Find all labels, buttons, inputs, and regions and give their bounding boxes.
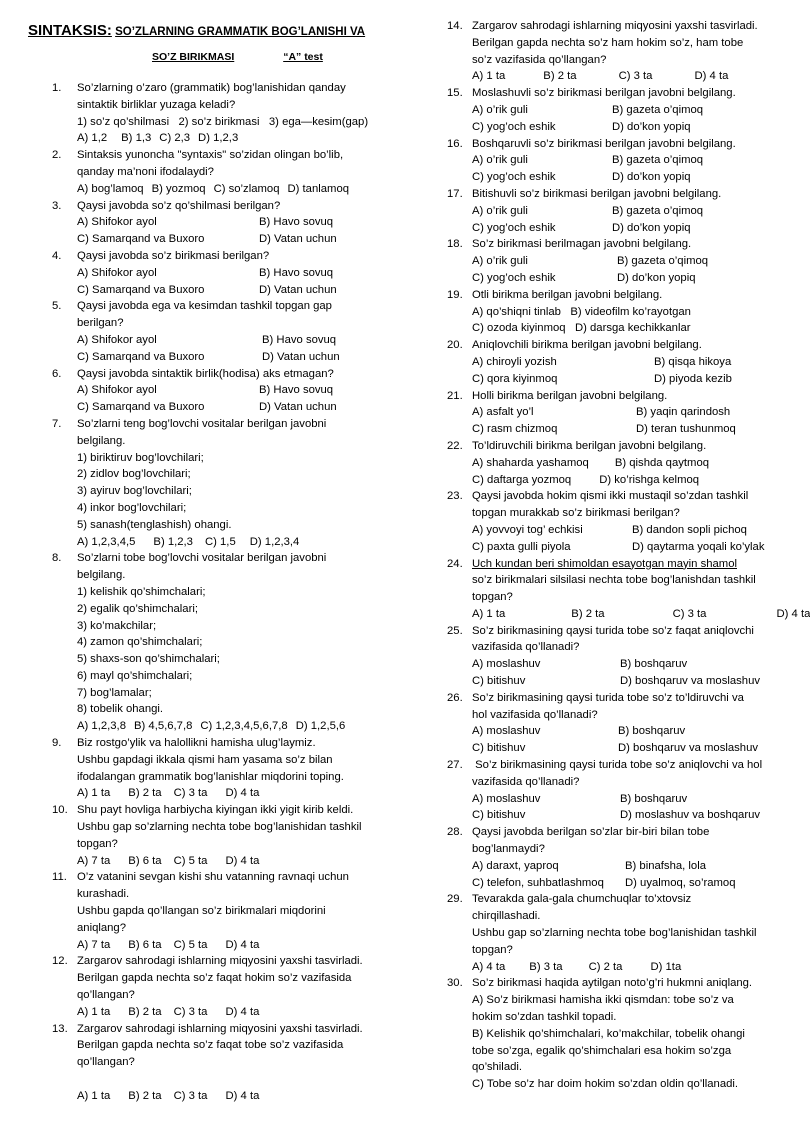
question-5 xyxy=(52,298,390,365)
question-number: 17. xyxy=(447,187,463,200)
answer-option[interactable]: D) piyoda kezib xyxy=(654,372,732,385)
answer-option[interactable]: D) Vatan uchun xyxy=(259,401,337,414)
question-number: 19. xyxy=(447,288,463,301)
answer-options-grid xyxy=(472,656,785,690)
answer-option[interactable]: A) Shifokor ayol xyxy=(77,266,157,279)
answer-option[interactable]: D) uyalmoq, so’ramoq xyxy=(625,876,736,889)
question-text-line: qo’shiladi. xyxy=(472,1061,523,1074)
answer-option[interactable]: D) 4 ta xyxy=(225,854,260,867)
answer-option[interactable]: A) Shifokor ayol xyxy=(77,216,157,229)
answer-options xyxy=(77,1004,390,1021)
question-text-line: Qaysi javobda so’z qo’shilmasi berilgan? xyxy=(77,199,281,212)
question-text-line: 1) biriktiruv bog’lovchilari; xyxy=(77,451,204,464)
answer-option[interactable]: B) Havo sovuq xyxy=(259,266,334,279)
question-14 xyxy=(447,18,785,85)
question-number: 27. xyxy=(447,759,463,772)
answer-option[interactable]: D) 1,2,3,4 xyxy=(249,535,300,548)
question-8 xyxy=(52,550,390,735)
question-text-line: 4) inkor bog’lovchilari; xyxy=(77,501,187,514)
question-text-line: Tevarakda gala-gala chumchuqlar to’xtovsiz xyxy=(472,893,692,906)
question-text-line xyxy=(77,1071,390,1088)
question-number: 7. xyxy=(52,417,62,430)
answer-option[interactable]: C) 5 ta xyxy=(173,938,208,951)
question-10 xyxy=(52,802,390,869)
question-text-line: A) So’z birikmasi hamisha ikki qismdan: tobe so’z va xyxy=(472,994,734,1007)
answer-option[interactable]: D) tanlamoq xyxy=(287,182,350,195)
answer-options xyxy=(77,1088,390,1105)
answer-option[interactable]: C) Samarqand va Buxoro xyxy=(77,401,205,414)
question-text-line: Zargarov sahrodagi ishlarning miqyosini yaxshi tasvirladi. xyxy=(77,955,363,968)
answer-option[interactable]: D) teran tushunmoq xyxy=(636,423,736,436)
question-text-line: Qaysi javobda berilgan so’zlar bir-biri bilan tobe xyxy=(472,826,710,839)
question-number: 29. xyxy=(447,893,463,906)
answer-option[interactable]: A) 1,2,3,8 xyxy=(77,720,126,733)
question-number: 25. xyxy=(447,624,463,637)
question-7 xyxy=(52,416,390,550)
answer-options xyxy=(77,534,390,551)
answer-option[interactable]: A) chiroyli yozish xyxy=(472,355,557,368)
right-column xyxy=(447,18,810,1093)
answer-option[interactable]: D) Vatan uchun xyxy=(259,233,337,246)
answer-option[interactable]: B) boshqaruv xyxy=(620,658,688,671)
answer-option[interactable]: A) moslashuv xyxy=(472,658,541,671)
question-text-line: 5) sanash(tenglashish) ohangi. xyxy=(77,518,232,531)
answer-option[interactable]: B) binafsha, lola xyxy=(625,859,707,872)
question-text-line: 6) mayl qo’shimchalari; xyxy=(77,669,193,682)
answer-options-grid xyxy=(472,102,785,136)
answer-options xyxy=(472,959,785,976)
question-number: 18. xyxy=(447,238,463,251)
question-25 xyxy=(447,623,785,690)
answer-option[interactable]: C) 3 ta xyxy=(173,1005,208,1018)
question-text-line: Qaysi javobda so’z birikmasi berilgan? xyxy=(77,249,270,262)
question-text-line: so’z birikmalari silsilasi nechta tobe bog’lanishdan tashkil xyxy=(472,574,756,587)
question-text-line: vazifasida qo’llanadi? xyxy=(472,775,580,788)
question-15 xyxy=(447,85,785,135)
question-text-line: 2) zidlov bog’lovchilari; xyxy=(77,468,191,481)
question-11 xyxy=(52,869,390,953)
question-text-line: So’z birikmasi haqida aytilgan noto’g’ri hukmni aniqlang. xyxy=(472,977,753,990)
answer-option[interactable]: A) 7 ta xyxy=(77,938,111,951)
question-30 xyxy=(447,975,785,1093)
question-text-line: Aniqlovchili birikma berilgan javobni belgilang. xyxy=(472,339,702,352)
question-2 xyxy=(52,147,390,197)
question-20 xyxy=(447,337,785,387)
answer-option[interactable]: D) 1,2,3 xyxy=(198,132,239,145)
question-text-line: hol vazifasida qo’llanadi? xyxy=(472,708,598,721)
answer-option[interactable]: D) Vatan uchun xyxy=(262,350,340,363)
question-number: 11. xyxy=(52,871,67,884)
question-text-line: So’z birikmasining qaysi turida tobe so’z aniqlovchi va hol xyxy=(472,759,763,772)
answer-option[interactable]: B) 1,2,3 xyxy=(153,535,193,548)
answer-options-grid xyxy=(472,354,785,388)
question-text-line: So’z birikmasining qaysi turida tobe so’z faqat aniqlovchi xyxy=(472,624,754,637)
answer-option[interactable]: D) qaytarma yoqali ko’ylak xyxy=(632,540,765,553)
question-6 xyxy=(52,366,390,416)
question-18 xyxy=(447,236,785,286)
question-26 xyxy=(447,690,785,757)
answer-options-grid xyxy=(77,382,390,416)
answer-option[interactable]: B) Havo sovuq xyxy=(259,384,334,397)
question-text-line: Qaysi javobda hokim qismi ikki mustaqil so’zdan tashkil xyxy=(472,490,749,503)
question-text-line: Moslashuvli so’z birikmasi berilgan javobni belgilang. xyxy=(472,87,736,100)
answer-option[interactable]: A) yovvoyi tog’ echkisi xyxy=(472,523,583,536)
question-text-line: topgan? xyxy=(77,837,118,850)
answer-option[interactable]: C) paxta gulli piyola xyxy=(472,540,571,553)
question-number: 26. xyxy=(447,691,463,704)
question-number: 10. xyxy=(52,804,68,817)
answer-option[interactable]: D) Vatan uchun xyxy=(259,283,337,296)
answer-option[interactable]: C) yog’och eshik xyxy=(472,120,556,133)
answer-option[interactable]: B) 3 ta xyxy=(529,960,563,973)
question-3 xyxy=(52,198,390,248)
question-text-line: aniqlang? xyxy=(77,921,126,934)
answer-options-grid xyxy=(472,522,785,556)
answer-option[interactable]: D) do’kon yopiq xyxy=(612,171,691,184)
question-number: 30. xyxy=(447,977,463,990)
document-header xyxy=(28,22,408,63)
answer-option[interactable]: B) 2 ta xyxy=(543,70,577,83)
answer-option[interactable]: C) 1,5 xyxy=(204,535,236,548)
question-text-line: Otli birikma berilgan javobni belgilang. xyxy=(472,288,663,301)
question-text-line: Ushbu gapdagi ikkala qismi ham yasama so’z bilan xyxy=(77,753,333,766)
answer-option[interactable]: C) Samarqand va Buxoro xyxy=(77,233,205,246)
question-16 xyxy=(447,136,785,186)
question-text-line: 1) kelishik qo’shimchalari; xyxy=(77,585,206,598)
answer-option[interactable]: C) yog’och eshik xyxy=(472,171,556,184)
question-text-line: Zargarov sahrodagi ishlarning miqyosini yaxshi tasvirladi. xyxy=(77,1022,363,1035)
question-number: 28. xyxy=(447,826,463,839)
answer-options xyxy=(77,181,390,198)
question-text-line: Ushbu gapda qo’llangan so’z birikmalari miqdorini xyxy=(77,905,326,918)
answer-option[interactable]: D) 1,2,5,6 xyxy=(295,720,346,733)
document-title xyxy=(28,22,408,39)
question-text-line: sintaktik birliklar yuzaga keladi? xyxy=(77,98,236,111)
answer-option[interactable]: A) Shifokor ayol xyxy=(77,384,157,397)
answer-option[interactable]: C) 1,2,3,4,5,6,7,8 xyxy=(200,720,288,733)
question-text-line: Sintaksis yunoncha "syntaxis" so’zidan olingan bo’lib, xyxy=(77,149,344,162)
answer-option[interactable]: A) 1 ta xyxy=(77,787,111,800)
question-9 xyxy=(52,735,390,802)
question-text-line: Ushbu gap so’zlarning nechta tobe bog’lanishidan tashkil xyxy=(77,821,362,834)
answer-option[interactable]: B) gazeta o’qimoq xyxy=(617,255,709,268)
question-number: 23. xyxy=(447,490,463,503)
answer-option[interactable]: C) telefon, suhbatlashmoq xyxy=(472,876,604,889)
answer-option[interactable]: A) o’rik guli xyxy=(472,103,528,116)
question-text-line: So’z birikmasining qaysi turida tobe so’z to’ldiruvchi va xyxy=(472,691,744,704)
question-number: 8. xyxy=(52,552,62,565)
answer-option[interactable]: C) 3 ta xyxy=(672,607,707,620)
answer-options xyxy=(77,937,390,954)
question-29 xyxy=(447,891,785,975)
answer-option[interactable]: B) gazeta o’qimoq xyxy=(612,154,704,167)
question-number: 12. xyxy=(52,955,68,968)
question-text-line: Holli birikma berilgan javobni belgilang. xyxy=(472,389,668,402)
document-subtitle xyxy=(28,51,408,63)
question-text-line: tobe so’zga, egalik qo’shimchalari esa hokim so’zga xyxy=(472,1044,732,1057)
question-text-line: Biz rostgo’ylik va halollikni hamisha ulug’laymiz. xyxy=(77,737,316,750)
question-text-line: kurashadi. xyxy=(77,888,130,901)
answer-option[interactable]: C) 3 ta xyxy=(173,787,208,800)
answer-option[interactable]: B) dandon sopli pichoq xyxy=(632,523,747,536)
answer-option[interactable]: D) 4 ta xyxy=(225,1005,260,1018)
question-text-line: hokim so’zdan tashkil topadi. xyxy=(472,1011,617,1024)
question-13 xyxy=(52,1021,390,1105)
answer-options xyxy=(472,68,785,85)
answer-options xyxy=(77,130,390,147)
question-text-line: qo’llangan? xyxy=(77,1056,135,1069)
answer-option[interactable]: A) o’rik guli xyxy=(472,204,528,217)
answer-option[interactable]: B) Havo sovuq xyxy=(259,216,334,229)
answer-option[interactable]: B) yozmoq xyxy=(151,182,206,195)
question-12 xyxy=(52,953,390,1020)
question-number: 13. xyxy=(52,1022,68,1035)
question-text-line: topgan? xyxy=(472,943,513,956)
question-text-line: B) Kelishik qo’shimchalari, ko’makchilar, tobelik ohangi xyxy=(472,1027,745,1040)
answer-option[interactable]: B) qisqa hikoya xyxy=(654,355,732,368)
question-number: 15. xyxy=(447,87,463,100)
question-text-line: C) Tobe so’z har doim hokim so’zdan oldin qo’llanadi. xyxy=(472,1078,739,1091)
answer-options-grid xyxy=(472,152,785,186)
answer-option[interactable]: A) moslashuv xyxy=(472,725,541,738)
question-text-line: topgan murakkab so’z birikmasi berilgan? xyxy=(472,507,680,520)
answer-options xyxy=(472,455,785,472)
question-text-line: Zargarov sahrodagi ishlarning miqyosini yaxshi tasvirladi. xyxy=(472,20,758,32)
question-number: 9. xyxy=(52,737,62,750)
answer-option[interactable]: D) 4 ta xyxy=(694,70,729,83)
subtitle-left: SO’Z BIRIKMASI xyxy=(152,51,235,63)
answer-option[interactable]: A) 4 ta xyxy=(472,960,506,973)
answer-options-grid xyxy=(472,858,785,892)
question-text-line: A) qo’shiqni tinlab B) videofilm ko’rayotgan xyxy=(472,305,691,318)
answer-options xyxy=(472,606,810,623)
question-text-line: Shu payt hovliga harbiycha kiyingan ikki yigit kirib keldi. xyxy=(77,804,354,817)
answer-options-grid xyxy=(77,265,390,299)
answer-options-grid xyxy=(77,332,390,366)
answer-option[interactable]: B) 2 ta xyxy=(128,1089,162,1102)
answer-option[interactable]: B) 2 ta xyxy=(571,607,605,620)
answer-option[interactable]: A) 1,2 xyxy=(77,132,108,145)
question-text-line: bog’lanmaydi? xyxy=(472,843,545,856)
question-number: 3. xyxy=(52,199,62,212)
subtitle-right: “A” test xyxy=(283,51,323,63)
answer-option[interactable]: C) 3 ta xyxy=(173,1089,208,1102)
answer-option[interactable]: B) gazeta o’qimoq xyxy=(612,103,704,116)
answer-option[interactable]: A) 1 ta xyxy=(77,1089,111,1102)
question-text-line: C) ozoda kiyinmoq D) darsga kechikkanlar xyxy=(472,322,691,335)
question-text-line: ifodalangan grammatik bog’lanishlar miqdorini toping. xyxy=(77,770,344,783)
answer-option[interactable]: A) 7 ta xyxy=(77,854,111,867)
answer-option[interactable]: B) 2 ta xyxy=(128,787,162,800)
answer-option[interactable]: C) so’zlamoq xyxy=(213,182,280,195)
answer-option[interactable]: A) 1,2,3,4,5 xyxy=(77,535,136,548)
question-text-line: 8) tobelik ohangi. xyxy=(77,703,164,716)
answer-option[interactable]: D) do’kon yopiq xyxy=(617,271,696,284)
question-number: 20. xyxy=(447,339,463,352)
answer-option[interactable]: C) yog’och eshik xyxy=(472,221,556,234)
question-28 xyxy=(447,824,785,891)
question-text-line: berilgan? xyxy=(77,317,124,330)
question-text-line: Qaysi javobda sintaktik birlik(hodisa) aks etmagan? xyxy=(77,367,334,380)
question-text-line: qanday ma’noni ifodalaydi? xyxy=(77,165,214,178)
answer-option[interactable]: B) gazeta o’qimoq xyxy=(612,204,704,217)
answer-option[interactable]: A) o’rik guli xyxy=(472,154,528,167)
question-text-line: topgan? xyxy=(472,591,513,604)
answer-option[interactable]: A) o’rik guli xyxy=(472,255,528,268)
question-text-line: Bitishuvli so’z birikmasi berilgan javobni belgilang. xyxy=(472,187,722,200)
question-text-line: belgilang. xyxy=(77,434,126,447)
question-1 xyxy=(52,80,390,147)
answer-option[interactable]: B) boshqaruv xyxy=(618,725,686,738)
answer-option[interactable]: A) 1 ta xyxy=(472,607,506,620)
question-text-line: So’z birikmasi berilmagan javobni belgilang. xyxy=(472,238,692,251)
answer-option[interactable]: B) 2 ta xyxy=(128,1005,162,1018)
answer-options-grid xyxy=(77,214,390,248)
answer-option[interactable]: A) daraxt, yaproq xyxy=(472,859,559,872)
answer-option[interactable]: B) 6 ta xyxy=(128,938,162,951)
answer-option[interactable]: C) rasm chizmoq xyxy=(472,423,558,436)
answer-option[interactable]: D) boshqaruv va moslashuv xyxy=(618,742,759,755)
answer-option[interactable]: C) bitishuv xyxy=(472,675,526,688)
answer-option[interactable]: B) 4,5,6,7,8 xyxy=(133,720,193,733)
answer-option[interactable]: B) Havo sovuq xyxy=(262,333,337,346)
question-27 xyxy=(447,757,785,824)
question-text-line: O’z vatanini sevgan kishi shu vatanning ravnaqi uchun xyxy=(77,871,349,884)
question-text-line: Boshqaruvli so’z birikmasi berilgan javobni belgilang. xyxy=(472,137,736,150)
question-number: 16. xyxy=(447,137,463,150)
question-17 xyxy=(447,186,785,236)
answer-option[interactable]: A) bog’lamoq xyxy=(77,182,144,195)
answer-option[interactable]: D) 4 ta xyxy=(225,787,260,800)
answer-option[interactable]: C) daftarga yozmoq xyxy=(472,473,572,486)
question-number: 22. xyxy=(447,439,463,452)
answer-option[interactable]: A) 1 ta xyxy=(77,1005,111,1018)
answer-option[interactable]: D) moslashuv va boshqaruv xyxy=(620,809,761,822)
question-text-line: So’zlarni tobe bog’lovchi vositalar berilgan javobni xyxy=(77,552,327,565)
question-text-line: 7) bog’lamalar; xyxy=(77,686,152,699)
answer-option[interactable]: B) boshqaruv xyxy=(620,792,688,805)
question-text-line: 3) ayiruv bog’lovchilari; xyxy=(77,485,192,498)
question-text-line: Berilgan gapda nechta so’z faqat tobe so’z vazifasida xyxy=(77,1039,344,1052)
answer-option[interactable]: D) 1ta xyxy=(650,960,682,973)
answer-option[interactable]: C) yog’och eshik xyxy=(472,271,556,284)
answer-option[interactable]: C) Samarqand va Buxoro xyxy=(77,283,205,296)
question-text-line: so’z vazifasida qo’llangan? xyxy=(472,53,607,66)
question-4 xyxy=(52,248,390,298)
answer-option[interactable]: A) moslashuv xyxy=(472,792,541,805)
answer-option[interactable]: C) bitishuv xyxy=(472,809,526,822)
answer-option[interactable]: D) 4 ta xyxy=(225,938,260,951)
answer-options-grid xyxy=(472,404,785,438)
question-text-line: qo’llangan? xyxy=(77,989,135,1002)
answer-option[interactable]: A) 1 ta xyxy=(472,70,506,83)
question-text-line: vazifasida qo’llanadi? xyxy=(472,641,580,654)
answer-option[interactable]: A) Shifokor ayol xyxy=(77,333,157,346)
answer-option[interactable]: C) Samarqand va Buxoro xyxy=(77,350,205,363)
answer-options xyxy=(472,472,785,489)
question-text-line: belgilang. xyxy=(77,569,126,582)
left-column xyxy=(52,80,390,1105)
question-number: 14. xyxy=(447,20,463,32)
answer-options-grid xyxy=(472,203,785,237)
answer-option[interactable]: A) asfalt yo’l xyxy=(472,406,534,419)
question-text-line: So’zlarni teng bog’lovchi vositalar berilgan javobni xyxy=(77,417,327,430)
question-text-line: So’zlarning o’zaro (grammatik) bog’lanishidan qanday xyxy=(77,82,346,94)
answer-option[interactable]: B) 6 ta xyxy=(128,854,162,867)
answer-options-grid xyxy=(472,791,785,825)
question-number: 4. xyxy=(52,249,62,262)
question-22 xyxy=(447,438,785,488)
answer-option[interactable]: C) qora kiyinmoq xyxy=(472,372,558,385)
question-text-line: Berilgan gapda nechta so’z faqat hokim so’z vazifasida xyxy=(77,972,352,985)
title-main: SINTAKSIS: xyxy=(28,22,112,39)
question-number: 24. xyxy=(447,557,463,570)
answer-option[interactable]: D) do’kon yopiq xyxy=(612,221,691,234)
question-text-line: To’ldiruvchili birikma berilgan javobni belgilang. xyxy=(472,439,707,452)
question-number: 6. xyxy=(52,367,62,380)
question-text-line: 4) zamon qo’shimchalari; xyxy=(77,636,203,649)
question-number: 5. xyxy=(52,300,62,313)
question-text-line: Ushbu gap so’zlarning nechta tobe bog’lanishidan tashkil xyxy=(472,927,757,940)
answer-options-grid xyxy=(472,253,785,287)
question-24 xyxy=(447,556,810,623)
answer-option[interactable]: D) do’kon yopiq xyxy=(612,120,691,133)
answer-option[interactable]: C) 2,3 xyxy=(159,132,191,145)
question-number: 1. xyxy=(52,82,62,94)
answer-options xyxy=(77,785,390,802)
question-23 xyxy=(447,488,785,555)
question-text-line: Qaysi javobda ega va kesimdan tashkil topgan gap xyxy=(77,300,332,313)
question-21 xyxy=(447,388,785,438)
answer-option[interactable]: A) shaharda yashamoq xyxy=(472,456,589,469)
title-rest: SO’ZLARNING GRAMMATIK BOG’LANISHI VA xyxy=(115,26,366,38)
answer-option[interactable]: D) boshqaruv va moslashuv xyxy=(620,675,761,688)
question-text-line: chirqillashadi. xyxy=(472,910,541,923)
question-text-line: Uch kundan beri shimoldan esayotgan mayin shamol xyxy=(472,557,737,570)
answer-option[interactable]: D) 4 ta xyxy=(225,1089,260,1102)
answer-options xyxy=(77,853,390,870)
answer-option[interactable]: B) yaqin qarindosh xyxy=(636,406,731,419)
question-number: 2. xyxy=(52,149,62,162)
question-number: 21. xyxy=(447,389,463,402)
question-text-line: 1) so’z qo’shilmasi 2) so’z birikmasi 3) ega—kesim(gap) xyxy=(77,115,369,128)
answer-options xyxy=(77,718,390,735)
question-text-line: 5) shaxs-son qo’shimchalari; xyxy=(77,653,220,666)
question-text-line: Berilgan gapda nechta so’z ham hokim so’z, ham tobe xyxy=(472,36,744,49)
answer-option[interactable]: D) ko’rishga kelmoq xyxy=(599,473,700,486)
answer-option[interactable]: D) 4 ta xyxy=(776,607,810,620)
question-text-line: 2) egalik qo’shimchalari; xyxy=(77,602,198,615)
answer-option[interactable]: C) 2 ta xyxy=(588,960,623,973)
answer-option[interactable]: C) 5 ta xyxy=(173,854,208,867)
question-19 xyxy=(447,287,785,337)
answer-option[interactable]: B) 1,3 xyxy=(121,132,152,145)
answer-options-grid xyxy=(472,723,785,757)
answer-option[interactable]: B) qishda qaytmoq xyxy=(614,456,710,469)
answer-option[interactable]: C) bitishuv xyxy=(472,742,526,755)
question-text-line: 3) ko’makchilar; xyxy=(77,619,157,632)
answer-option[interactable]: C) 3 ta xyxy=(618,70,653,83)
